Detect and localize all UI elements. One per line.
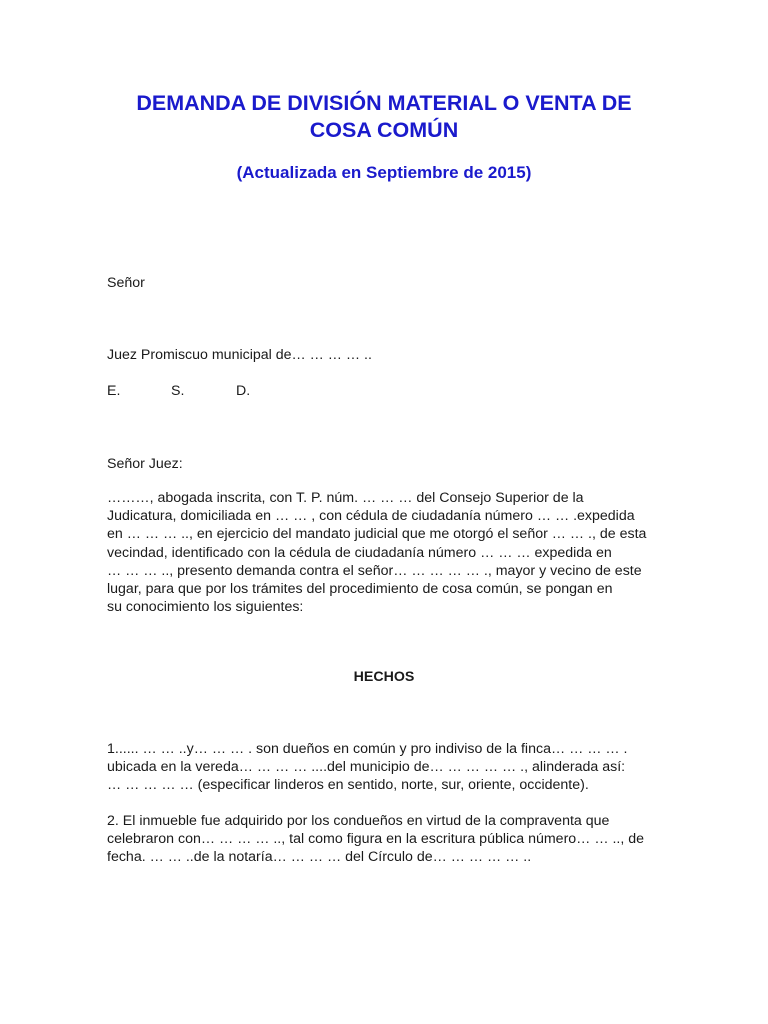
- esd-s: S.: [171, 383, 185, 399]
- fact-1-row: ubicada en la vereda… … … … ....del municipio de… … … … … ., alinderada así:: [107, 759, 626, 776]
- addressee: Juez Promiscuo municipal de… … … … ..: [107, 347, 372, 363]
- fact-2: [107, 812, 667, 867]
- fact-1-row: 1...... … … ..y… … … . son dueños en común y pro indiviso de la finca… … … … .: [107, 741, 628, 757]
- fact-2-row: 2. El inmueble fue adquirido por los condueños en virtud de la compraventa que: [107, 813, 610, 829]
- document-title: [100, 90, 668, 144]
- intro-row: lugar, para que por los trámites del procedimiento de cosa común, se pongan en: [107, 581, 613, 598]
- fact-2-row: celebraron con… … … … .., tal como figura en la escritura pública número… … .., de: [107, 831, 644, 848]
- salutation: Señor: [107, 275, 145, 291]
- document-subtitle: (Actualizada en Septiembre de 2015): [236, 163, 532, 182]
- fact-1-row: … … … … … (especificar linderos en sentido, norte, sur, oriente, occidente).: [107, 777, 589, 794]
- intro-row: Judicatura, domiciliada en … … , con cédula de ciudadanía número … … .expedida: [107, 508, 635, 525]
- esd-d: D.: [236, 383, 251, 399]
- fact-1: [107, 740, 667, 795]
- greeting: Señor Juez:: [107, 456, 183, 472]
- section-heading-hechos: HECHOS: [353, 669, 415, 685]
- intro-row: en … … … .., en ejercicio del mandato judicial que me otorgó el señor … … ., de esta: [107, 526, 647, 543]
- esd-e: E.: [107, 383, 121, 399]
- intro-row: su conocimiento los siguientes:: [107, 599, 304, 616]
- intro-row: vecindad, identificado con la cédula de ciudadanía número … … … expedida en: [107, 544, 612, 561]
- title-line-2: COSA COMÚN: [309, 118, 459, 142]
- intro-row: ………, abogada inscrita, con T. P. núm. … … … del Consejo Superior de la: [107, 490, 584, 506]
- fact-2-row: fecha. … … ..de la notaría… … … … del Círculo de… … … … … ..: [107, 849, 532, 866]
- intro-row: … … … .., presento demanda contra el señor… … … … … ., mayor y vecino de este: [107, 562, 642, 579]
- intro-paragraph: [107, 489, 667, 616]
- title-line-1: DEMANDA DE DIVISIÓN MATERIAL O VENTA DE: [136, 91, 632, 115]
